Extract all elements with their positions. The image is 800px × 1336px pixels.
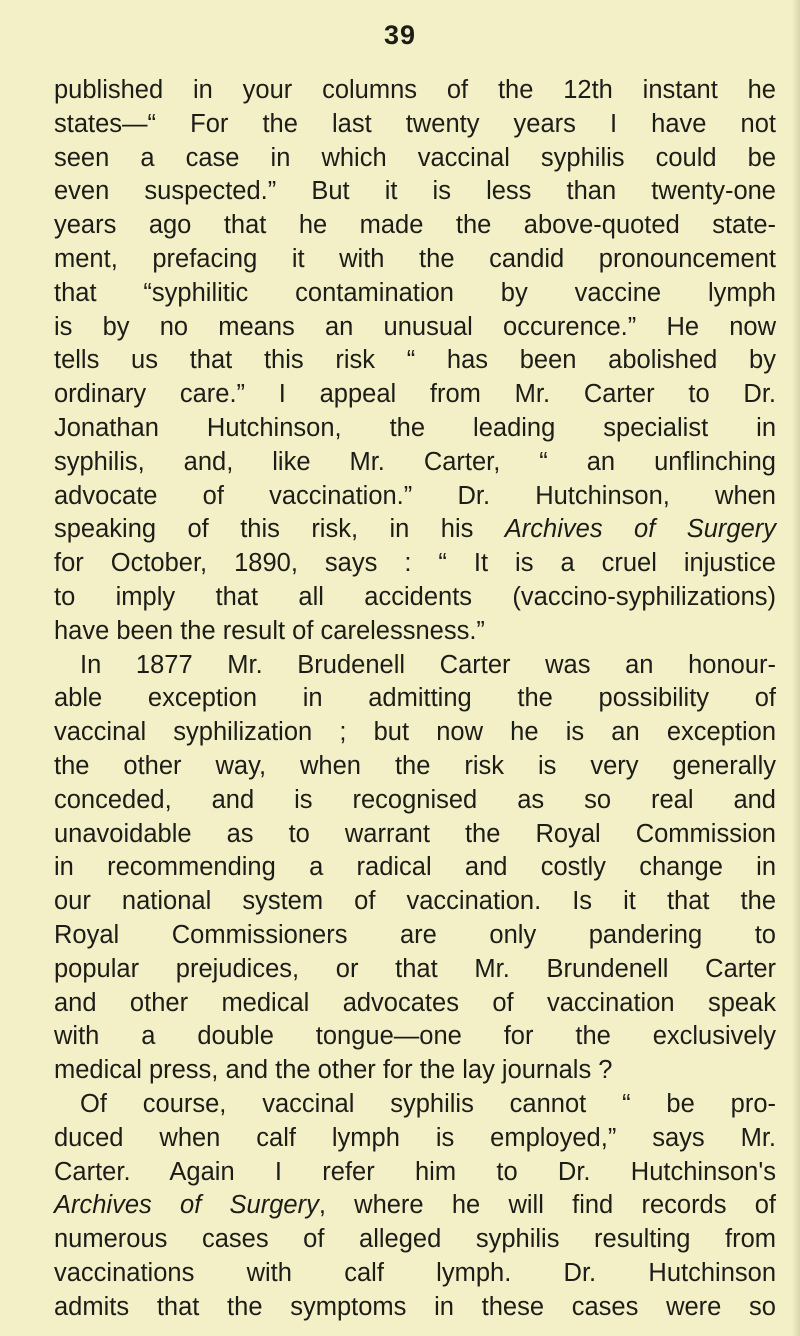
text-line: in recommending a radical and costly change in <box>54 853 776 882</box>
text-line: admits that the symptoms in these cases were so <box>54 1292 776 1321</box>
text-line: popular prejudices, or that Mr. Brundenell Carter <box>54 954 776 983</box>
text-run: speaking of this risk, in his <box>54 515 505 544</box>
text-line: Royal Commissioners are only pandering to <box>54 920 776 949</box>
text-line: with a double tongue—one for the exclusively <box>54 1022 776 1051</box>
text-line: numerous cases of alleged syphilis resulting from <box>54 1225 776 1254</box>
text-line: to imply that all accidents (vaccino-syphilizations) <box>54 582 776 611</box>
text-line: vaccinations with calf lymph. Dr. Hutchinson <box>54 1258 776 1287</box>
text-line <box>54 1189 776 1223</box>
text-line: In 1877 Mr. Brudenell Carter was an honour- <box>80 650 776 679</box>
body-text <box>54 74 776 1324</box>
text-line: vaccinal syphilization ; but now he is an exception <box>54 718 776 747</box>
text-line: our national system of vaccination. Is it that the <box>54 887 776 916</box>
text-line: that “syphilitic contamination by vaccine lymph <box>54 278 776 307</box>
text-line: ment, prefacing it with the candid pronouncement <box>54 244 776 273</box>
text-line: tells us that this risk “ has been abolished by <box>54 346 776 375</box>
text-line: Carter. Again I refer him to Dr. Hutchinson's <box>54 1157 776 1186</box>
text-line: years ago that he made the above-quoted state- <box>54 211 776 240</box>
text-line: published in your columns of the 12th instant he <box>54 76 776 104</box>
text-line: syphilis, and, like Mr. Carter, “ an unflinching <box>54 447 776 476</box>
text-line: for October, 1890, says : “ It is a cruel injustice <box>54 549 776 578</box>
text-line: and other medical advocates of vaccination speak <box>54 988 776 1017</box>
text-line: conceded, and is recognised as so real and <box>54 785 776 814</box>
italic-title: Archives of Surgery <box>504 515 776 544</box>
text-line: unavoidable as to warrant the Royal Commission <box>54 819 776 848</box>
text-line: seen a case in which vaccinal syphilis could be <box>54 143 776 172</box>
italic-title: Archives of Surgery <box>54 1191 319 1220</box>
page-edge-shadow <box>792 0 800 1336</box>
text-line: have been the result of carelessness.” <box>54 616 485 645</box>
text-line: Jonathan Hutchinson, the leading specialist in <box>54 413 776 442</box>
text-line: able exception in admitting the possibility of <box>54 684 776 713</box>
text-line: states—“ For the last twenty years I have not <box>54 109 776 138</box>
text-line: medical press, and the other for the lay journals ? <box>54 1056 613 1085</box>
text-line <box>54 513 776 547</box>
page-number: 39 <box>383 20 417 50</box>
text-line: the other way, when the risk is very generally <box>54 751 776 780</box>
text-run: , where he will find records of <box>318 1191 776 1220</box>
text-line: even suspected.” But it is less than twenty-one <box>54 177 776 206</box>
text-line: advocate of vaccination.” Dr. Hutchinson, when <box>54 481 776 510</box>
text-line: is by no means an unusual occurence.” He now <box>54 312 776 341</box>
text-line: duced when calf lymph is employed,” says Mr. <box>54 1123 776 1152</box>
text-line: Of course, vaccinal syphilis cannot “ be pro- <box>80 1089 776 1118</box>
text-line: ordinary care.” I appeal from Mr. Carter to Dr. <box>54 380 776 409</box>
